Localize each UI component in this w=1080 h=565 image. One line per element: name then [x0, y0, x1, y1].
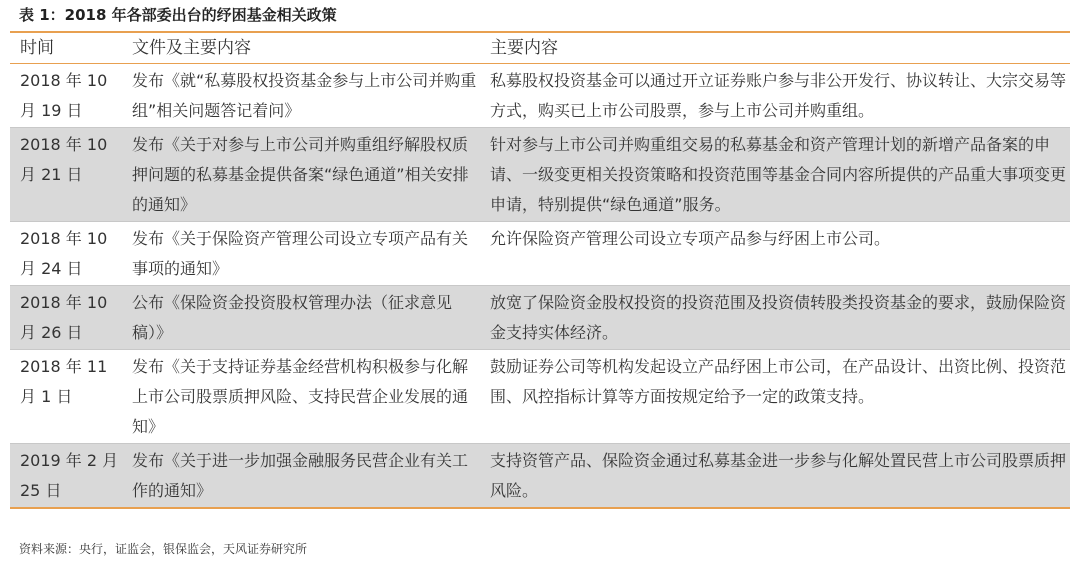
header-content: 主要内容 — [480, 33, 1070, 64]
content-cell: 放宽了保险资金股权投资的投资范围及投资债转股类投资基金的要求，鼓励保险资金支持实体经济。 — [480, 286, 1070, 350]
date-cell: 2018 年 10 月 19 日 — [10, 64, 122, 128]
date-cell: 2018 年 10 月 21 日 — [10, 128, 122, 222]
table-row — [10, 64, 1070, 128]
table-caption: 表 1：2018 年各部委出台的纾困基金相关政策 — [19, 6, 337, 24]
document-cell: 发布《关于支持证券基金经营机构积极参与化解上市公司股票质押风险、支持民营企业发展的通知》 — [122, 350, 480, 444]
content-cell: 鼓励证券公司等机构发起设立产品纾困上市公司，在产品设计、出资比例、投资范围、风控指标计算等方面按规定给予一定的政策支持。 — [480, 350, 1070, 444]
date-cell: 2019 年 2 月 25 日 — [10, 444, 122, 508]
document-cell: 发布《关于对参与上市公司并购重组纾解股权质押问题的私募基金提供备案“绿色通道”相关安排的通知》 — [122, 128, 480, 222]
table-row — [10, 444, 1070, 508]
source-note: 资料来源：央行，证监会，银保监会，天风证券研究所 — [19, 542, 308, 556]
document-cell: 发布《关于进一步加强金融服务民营企业有关工作的通知》 — [122, 444, 480, 508]
document-cell: 公布《保险资金投资股权管理办法（征求意见稿）》 — [122, 286, 480, 350]
content-cell: 允许保险资产管理公司设立专项产品参与纾困上市公司。 — [480, 222, 1070, 286]
content-cell: 支持资管产品、保险资金通过私募基金进一步参与化解处置民营上市公司股票质押风险。 — [480, 444, 1070, 508]
table-row — [10, 350, 1070, 444]
policy-table — [10, 33, 1070, 509]
table-row — [10, 128, 1070, 222]
table-row — [10, 286, 1070, 350]
date-cell: 2018 年 10 月 26 日 — [10, 286, 122, 350]
date-cell: 2018 年 11 月 1 日 — [10, 350, 122, 444]
header-document: 文件及主要内容 — [122, 33, 480, 64]
header-row — [10, 33, 1070, 64]
document-cell: 发布《就“私募股权投资基金参与上市公司并购重组”相关问题答记着问》 — [122, 64, 480, 128]
table-row — [10, 222, 1070, 286]
content-cell: 私募股权投资基金可以通过开立证券账户参与非公开发行、协议转让、大宗交易等方式，购买已上市公司股票，参与上市公司并购重组。 — [480, 64, 1070, 128]
header-time: 时间 — [10, 33, 122, 64]
date-cell: 2018 年 10 月 24 日 — [10, 222, 122, 286]
content-cell: 针对参与上市公司并购重组交易的私募基金和资产管理计划的新增产品备案的申请、一级变更相关投资策略和投资范围等基金合同内容所提供的产品重大事项变更申请，特别提供“绿色通道”服务。 — [480, 128, 1070, 222]
document-cell: 发布《关于保险资产管理公司设立专项产品有关事项的通知》 — [122, 222, 480, 286]
